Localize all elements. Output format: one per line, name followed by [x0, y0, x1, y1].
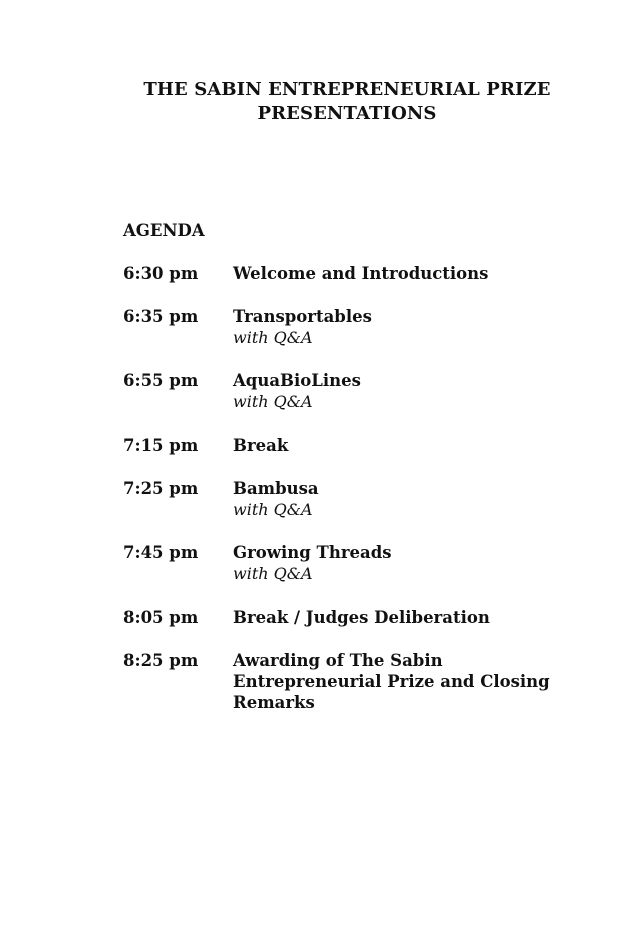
agenda-item — [123, 650, 593, 712]
agenda-list — [123, 263, 593, 712]
agenda-item-body — [233, 263, 593, 284]
agenda-item — [123, 607, 593, 650]
agenda-item-title: Welcome and Introductions — [233, 264, 489, 283]
agenda-time: 7:25 pm — [123, 479, 199, 498]
agenda-item-body — [233, 435, 593, 456]
agenda-item-note: with Q&A — [233, 328, 313, 347]
agenda-time: 6:30 pm — [123, 264, 199, 283]
agenda-item-note: with Q&A — [233, 392, 313, 411]
agenda-item-body — [233, 306, 593, 348]
agenda-item — [123, 478, 593, 542]
agenda-item-note: with Q&A — [233, 500, 313, 519]
agenda-item-title: Transportables — [233, 307, 372, 326]
document-title — [0, 78, 636, 126]
agenda-heading: AGENDA — [123, 221, 205, 240]
title-line-1: THE SABIN ENTREPRENEURIAL PRIZE — [143, 79, 551, 100]
agenda-time: 6:35 pm — [123, 307, 199, 326]
agenda-item-body — [233, 650, 593, 713]
agenda-time: 7:15 pm — [123, 436, 199, 455]
agenda-item-body — [233, 542, 593, 584]
agenda-item-body — [233, 370, 593, 412]
agenda-time: 7:45 pm — [123, 543, 199, 562]
agenda-time: 8:25 pm — [123, 651, 199, 670]
agenda-item-note: with Q&A — [233, 564, 313, 583]
agenda-item — [123, 435, 593, 478]
agenda-item-title: Growing Threads — [233, 543, 392, 562]
agenda-item — [123, 542, 593, 607]
agenda-item — [123, 370, 593, 435]
agenda-item-title: Break / Judges Deliberation — [233, 608, 490, 627]
agenda-time: 6:55 pm — [123, 371, 199, 390]
agenda-item-body — [233, 478, 593, 520]
agenda-item-title: Awarding of The Sabin Entrepreneurial Prize and Closing Remarks — [233, 651, 550, 712]
agenda-item-title: AquaBioLines — [233, 371, 361, 390]
agenda-item-title: Break — [233, 436, 289, 455]
agenda-item-title: Bambusa — [233, 479, 319, 498]
agenda-time: 8:05 pm — [123, 608, 199, 627]
title-line-2: PRESENTATIONS — [257, 103, 437, 124]
agenda-item — [123, 306, 593, 370]
agenda-item — [123, 263, 593, 306]
agenda-item-body — [233, 607, 593, 628]
